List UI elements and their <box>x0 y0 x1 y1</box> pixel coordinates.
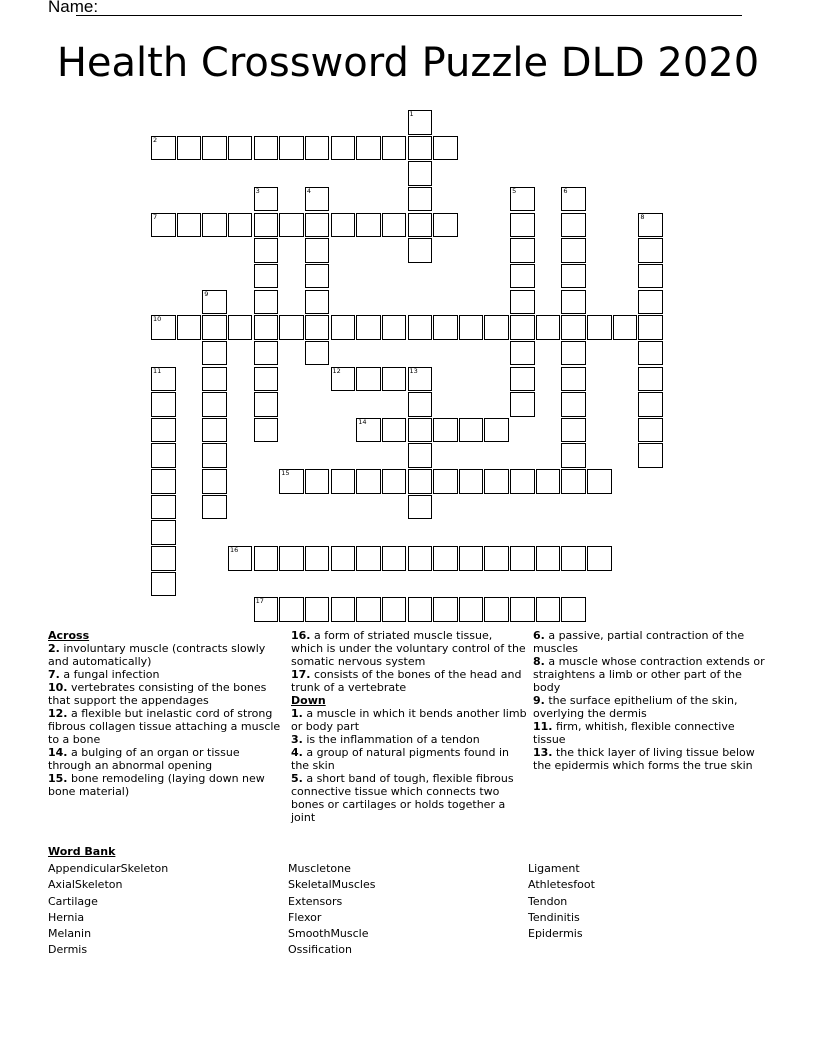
crossword-cell[interactable] <box>561 443 586 468</box>
crossword-cell[interactable] <box>638 392 663 417</box>
crossword-cell[interactable] <box>408 443 433 468</box>
crossword-cell[interactable] <box>202 136 227 161</box>
crossword-cell[interactable] <box>408 213 433 238</box>
crossword-cell[interactable] <box>151 315 176 340</box>
crossword-cell[interactable] <box>587 315 612 340</box>
crossword-cell[interactable] <box>331 213 356 238</box>
crossword-cell[interactable] <box>536 546 561 571</box>
crossword-cell[interactable] <box>228 136 253 161</box>
crossword-cell[interactable] <box>459 418 484 443</box>
crossword-cell[interactable] <box>331 469 356 494</box>
crossword-cell[interactable] <box>561 546 586 571</box>
clue-item <box>533 629 769 655</box>
crossword-cell[interactable] <box>254 597 279 622</box>
crossword-cell[interactable] <box>254 238 279 263</box>
crossword-cell[interactable] <box>408 367 433 392</box>
crossword-cell[interactable] <box>202 290 227 315</box>
crossword-cell[interactable] <box>408 597 433 622</box>
word-bank-item: Extensors <box>288 894 343 908</box>
clue-item <box>533 746 769 772</box>
clue-item <box>48 707 284 746</box>
crossword-cell[interactable] <box>408 546 433 571</box>
crossword-cell[interactable] <box>279 546 304 571</box>
clue-text: is the inflammation of a tendon <box>302 733 480 746</box>
crossword-cell[interactable] <box>331 597 356 622</box>
clue-number: 8. <box>533 655 545 668</box>
clue-number-label: 4 <box>306 186 312 195</box>
crossword-cell[interactable] <box>408 392 433 417</box>
clue-text: a passive, partial contraction of the muscles <box>533 629 745 655</box>
crossword-cell[interactable] <box>382 136 407 161</box>
crossword-cell[interactable] <box>331 367 356 392</box>
crossword-cell[interactable] <box>279 136 304 161</box>
crossword-cell[interactable] <box>279 213 304 238</box>
crossword-cell[interactable] <box>510 315 535 340</box>
crossword-cell[interactable] <box>151 520 176 545</box>
clue-item <box>533 655 769 694</box>
clue-number: 3. <box>291 733 303 746</box>
crossword-cell[interactable] <box>305 187 330 212</box>
crossword-cell[interactable] <box>638 341 663 366</box>
crossword-cell[interactable] <box>561 469 586 494</box>
crossword-cell[interactable] <box>433 213 458 238</box>
crossword-cell[interactable] <box>331 136 356 161</box>
crossword-cell[interactable] <box>177 315 202 340</box>
crossword-cell[interactable] <box>305 290 330 315</box>
word-bank-item: Tendon <box>528 894 568 908</box>
crossword-cell[interactable] <box>254 213 279 238</box>
crossword-cell[interactable] <box>151 546 176 571</box>
crossword-cell[interactable] <box>561 392 586 417</box>
clue-number-label: 7 <box>153 212 158 221</box>
word-bank-item: AxialSkeleton <box>48 878 123 892</box>
clue-text: bone remodeling (laying down new bone material) <box>48 772 265 798</box>
clue-number: 1. <box>291 707 303 720</box>
clue-text: consists of the bones of the head and trunk of a vertebrate <box>291 668 522 694</box>
clue-number-label: 6 <box>563 186 568 195</box>
crossword-cell[interactable] <box>356 418 381 443</box>
crossword-cell[interactable] <box>305 213 330 238</box>
crossword-cell[interactable] <box>202 443 227 468</box>
clue-number: 13. <box>533 746 553 759</box>
clue-text: firm, whitish, flexible connective tissue <box>533 720 735 746</box>
clue-number: 14. <box>48 746 68 759</box>
clue-item <box>48 772 284 798</box>
crossword-cell[interactable] <box>638 315 663 340</box>
clue-number: 4. <box>291 746 303 759</box>
clue-item <box>291 707 527 733</box>
word-bank-column-1 <box>48 861 168 959</box>
word-bank-item: SmoothMuscle <box>288 927 369 941</box>
crossword-cell[interactable] <box>254 136 279 161</box>
crossword-cell[interactable] <box>510 469 535 494</box>
down-clue-list-continued <box>533 629 769 772</box>
crossword-cell[interactable] <box>202 392 227 417</box>
crossword-cell[interactable] <box>331 315 356 340</box>
crossword-cell[interactable] <box>561 341 586 366</box>
crossword-cell[interactable] <box>151 469 176 494</box>
clue-text: a fungal infection <box>59 668 160 681</box>
crossword-cell[interactable] <box>408 161 433 186</box>
clue-number-label: 15 <box>281 469 290 478</box>
clue-number-label: 11 <box>153 366 162 375</box>
crossword-cell[interactable] <box>228 213 253 238</box>
crossword-cell[interactable] <box>510 392 535 417</box>
word-bank-item: Melanin <box>48 927 92 941</box>
crossword-cell[interactable] <box>305 136 330 161</box>
crossword-cell[interactable] <box>202 495 227 520</box>
crossword-cell[interactable] <box>433 315 458 340</box>
clue-item <box>48 642 284 668</box>
crossword-cell[interactable] <box>433 597 458 622</box>
crossword-cell[interactable] <box>382 367 407 392</box>
crossword-cell[interactable] <box>408 110 433 135</box>
crossword-cell[interactable] <box>202 367 227 392</box>
crossword-cell[interactable] <box>510 341 535 366</box>
clue-number: 11. <box>533 720 553 733</box>
word-bank-item: Epidermis <box>528 927 583 941</box>
crossword-cell[interactable] <box>151 136 176 161</box>
word-bank-column-2 <box>288 861 375 959</box>
clue-number-label: 8 <box>640 212 645 221</box>
word-bank-item: Ossification <box>288 943 352 957</box>
crossword-cell[interactable] <box>382 469 407 494</box>
clue-number-label: 14 <box>358 417 367 426</box>
crossword-cell[interactable] <box>305 264 330 289</box>
word-bank-column-3 <box>528 861 595 942</box>
crossword-cell[interactable] <box>638 213 663 238</box>
clue-item <box>291 629 527 668</box>
crossword-cell[interactable] <box>305 546 330 571</box>
crossword-cell[interactable] <box>561 264 586 289</box>
clue-item <box>533 720 769 746</box>
crossword-cell[interactable] <box>510 213 535 238</box>
word-bank-item: Dermis <box>48 943 88 957</box>
crossword-cell[interactable] <box>382 418 407 443</box>
crossword-cell[interactable] <box>536 315 561 340</box>
crossword-cell[interactable] <box>202 341 227 366</box>
across-heading: Across <box>48 629 90 642</box>
crossword-cell[interactable] <box>177 213 202 238</box>
crossword-cell[interactable] <box>459 546 484 571</box>
clue-text: the surface epithelium of the skin, overlying the dermis <box>533 694 738 720</box>
crossword-cell[interactable] <box>638 264 663 289</box>
clue-number: 16. <box>291 629 311 642</box>
crossword-cell[interactable] <box>254 392 279 417</box>
crossword-cell[interactable] <box>382 597 407 622</box>
clue-number-label: 2 <box>153 135 158 144</box>
crossword-cell[interactable] <box>254 418 279 443</box>
clue-item <box>533 694 769 720</box>
crossword-cell[interactable] <box>254 315 279 340</box>
page-title: Health Crossword Puzzle DLD 2020 <box>56 40 760 86</box>
clue-number-label: 1 <box>409 110 414 118</box>
clue-text: a muscle in which it bends another limb or body part <box>291 707 527 733</box>
crossword-cell[interactable] <box>151 367 176 392</box>
word-bank-item: Muscletone <box>288 862 351 875</box>
crossword-cell[interactable] <box>536 469 561 494</box>
crossword-cell[interactable] <box>151 572 176 597</box>
crossword-cell[interactable] <box>561 213 586 238</box>
crossword-cell[interactable] <box>254 341 279 366</box>
clue-number: 12. <box>48 707 68 720</box>
crossword-cell[interactable] <box>587 469 612 494</box>
crossword-cell[interactable] <box>151 392 176 417</box>
word-bank-item: Flexor <box>288 910 322 924</box>
crossword-cell[interactable] <box>356 469 381 494</box>
down-clue-list <box>291 707 527 824</box>
crossword-cell[interactable] <box>408 469 433 494</box>
crossword-cell[interactable] <box>202 315 227 340</box>
crossword-cell[interactable] <box>484 315 509 340</box>
clue-number-label: 10 <box>153 315 162 324</box>
down-heading: Down <box>291 694 326 707</box>
crossword-cell[interactable] <box>151 213 176 238</box>
crossword-cell[interactable] <box>331 546 356 571</box>
clue-number: 2. <box>48 642 60 655</box>
crossword-cell[interactable] <box>484 597 509 622</box>
clue-number: 9. <box>533 694 545 707</box>
crossword-cell[interactable] <box>305 597 330 622</box>
crossword-cell[interactable] <box>561 290 586 315</box>
word-bank-item: Cartilage <box>48 894 98 908</box>
crossword-cell[interactable] <box>408 418 433 443</box>
clue-number-label: 16 <box>229 546 239 555</box>
crossword-cell[interactable] <box>356 546 381 571</box>
word-bank-item: Hernia <box>48 910 85 924</box>
crossword-cell[interactable] <box>638 290 663 315</box>
crossword-cell[interactable] <box>356 213 381 238</box>
word-bank-item: SkeletalMuscles <box>288 878 376 892</box>
clue-text: vertebrates consisting of the bones that support the appendages <box>48 681 267 707</box>
crossword-cell[interactable] <box>613 315 638 340</box>
crossword-cell[interactable] <box>638 238 663 263</box>
clue-number-label: 13 <box>409 366 418 375</box>
clue-text: a bulging of an organ or tissue through an abnormal opening <box>48 746 240 772</box>
clue-text: a group of natural pigments found in the skin <box>291 746 510 772</box>
crossword-cell[interactable] <box>356 597 381 622</box>
crossword-cell[interactable] <box>536 597 561 622</box>
crossword-cell[interactable] <box>202 213 227 238</box>
clues-column-1 <box>48 629 284 798</box>
crossword-cell[interactable] <box>151 495 176 520</box>
crossword-cell[interactable] <box>561 418 586 443</box>
crossword-cell[interactable] <box>587 546 612 571</box>
crossword-cell[interactable] <box>561 187 586 212</box>
crossword-cell[interactable] <box>177 136 202 161</box>
word-bank-item: Athletesfoot <box>528 878 595 892</box>
clue-text: a short band of tough, flexible fibrous connective tissue which connects two bones or cartilages or holds together a joint <box>291 772 514 824</box>
crossword-cell[interactable] <box>408 136 433 161</box>
crossword-cell[interactable] <box>305 469 330 494</box>
clues-column-2 <box>291 629 527 824</box>
crossword-cell[interactable] <box>202 469 227 494</box>
crossword-cell[interactable] <box>484 469 509 494</box>
crossword-cell[interactable] <box>408 238 433 263</box>
crossword-cell[interactable] <box>228 546 253 571</box>
clue-item <box>291 746 527 772</box>
crossword-cell[interactable] <box>305 238 330 263</box>
crossword-cell[interactable] <box>382 315 407 340</box>
clue-number-label: 12 <box>332 366 341 375</box>
crossword-cell[interactable] <box>356 367 381 392</box>
clue-number: 15. <box>48 772 68 785</box>
crossword-cell[interactable] <box>408 315 433 340</box>
clue-number-label: 5 <box>512 186 517 195</box>
crossword-cell[interactable] <box>561 597 586 622</box>
crossword-cell[interactable] <box>561 315 586 340</box>
crossword-cell[interactable] <box>254 546 279 571</box>
crossword-cell[interactable] <box>484 418 509 443</box>
across-clue-list-continued <box>291 629 527 694</box>
crossword-cell[interactable] <box>356 136 381 161</box>
crossword-cell[interactable] <box>459 315 484 340</box>
crossword-cell[interactable] <box>254 264 279 289</box>
clue-text: the thick layer of living tissue below the epidermis which forms the true skin <box>533 746 755 772</box>
crossword-cell[interactable] <box>382 546 407 571</box>
crossword-cell[interactable] <box>408 495 433 520</box>
clue-number: 17. <box>291 668 311 681</box>
word-bank-item: AppendicularSkeleton <box>48 862 169 875</box>
across-clue-list <box>48 642 284 798</box>
crossword-cell[interactable] <box>510 290 535 315</box>
clue-number-label: 17 <box>255 597 264 606</box>
crossword-cell[interactable] <box>382 213 407 238</box>
crossword-cell[interactable] <box>408 187 433 212</box>
crossword-cell[interactable] <box>151 418 176 443</box>
crossword-cell[interactable] <box>279 597 304 622</box>
word-bank-item: Tendinitis <box>528 910 580 924</box>
crossword-cell[interactable] <box>510 187 535 212</box>
clue-text: involuntary muscle (contracts slowly and automatically) <box>48 642 266 668</box>
crossword-cell[interactable] <box>228 315 253 340</box>
crossword-cell[interactable] <box>459 469 484 494</box>
clue-number: 6. <box>533 629 545 642</box>
clue-item <box>291 772 527 824</box>
crossword-cell[interactable] <box>484 546 509 571</box>
crossword-cell[interactable] <box>433 136 458 161</box>
clue-item <box>48 681 284 707</box>
clue-number: 5. <box>291 772 303 785</box>
crossword-cell[interactable] <box>561 367 586 392</box>
clue-item <box>291 668 527 694</box>
clues-column-3 <box>533 629 769 772</box>
crossword-cell[interactable] <box>433 418 458 443</box>
crossword-cell[interactable] <box>433 546 458 571</box>
word-bank-title: Word Bank <box>48 845 116 858</box>
crossword-cell[interactable] <box>510 367 535 392</box>
name-label: Name: <box>48 0 99 16</box>
clue-number-label: 3 <box>255 186 260 195</box>
clue-item <box>48 746 284 772</box>
clue-text: a flexible but inelastic cord of strong fibrous collagen tissue attaching a muscle to a bone <box>48 707 281 746</box>
crossword-cell[interactable] <box>305 315 330 340</box>
clue-number-label: 9 <box>204 289 209 298</box>
crossword-cell[interactable] <box>305 341 330 366</box>
crossword-cell[interactable] <box>510 597 535 622</box>
crossword-cell[interactable] <box>510 546 535 571</box>
crossword-cell[interactable] <box>510 238 535 263</box>
clue-number: 7. <box>48 668 60 681</box>
crossword-cell[interactable] <box>254 367 279 392</box>
crossword-cell[interactable] <box>459 597 484 622</box>
clue-text: a form of striated muscle tissue, which is under the voluntary control of the somatic nervous system <box>291 629 526 668</box>
crossword-cell[interactable] <box>202 418 227 443</box>
clue-item <box>48 668 284 681</box>
crossword-cell[interactable] <box>279 315 304 340</box>
crossword-cell[interactable] <box>638 418 663 443</box>
word-bank-item: Ligament <box>528 862 580 875</box>
crossword-cell[interactable] <box>356 315 381 340</box>
crossword-cell[interactable] <box>561 238 586 263</box>
crossword-cell[interactable] <box>279 469 304 494</box>
crossword-cell[interactable] <box>254 187 279 212</box>
crossword-cell[interactable] <box>433 469 458 494</box>
crossword-cell[interactable] <box>510 264 535 289</box>
clue-item <box>291 733 527 746</box>
crossword-cell[interactable] <box>151 443 176 468</box>
clue-text: a muscle whose contraction extends or straightens a limb or other part of the body <box>533 655 765 694</box>
clue-number: 10. <box>48 681 68 694</box>
crossword-cell[interactable] <box>638 443 663 468</box>
crossword-cell[interactable] <box>254 290 279 315</box>
crossword-cell[interactable] <box>638 367 663 392</box>
